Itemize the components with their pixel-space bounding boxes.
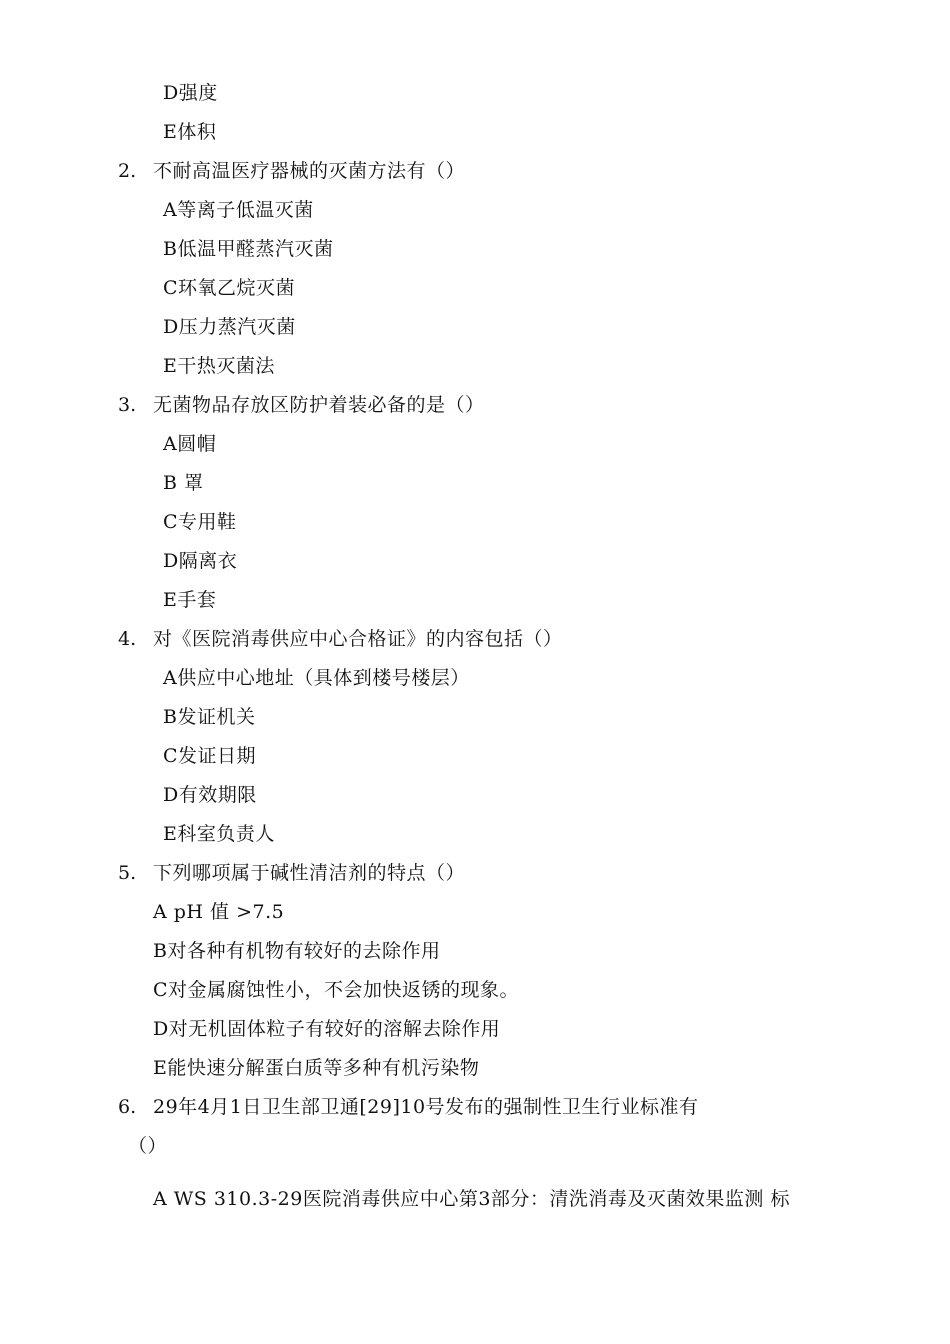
option-c-q5: C对金属腐蚀性小，不会加快返锈的现象。 — [153, 979, 520, 1001]
question-6-blank: （） — [128, 1135, 168, 1157]
option-a-q3: A圆帽 — [163, 433, 217, 455]
option-d-q4: D有效期限 — [163, 784, 257, 806]
option-b-q5: B对各种有机物有较好的去除作用 — [153, 940, 441, 962]
option-b-q3: B 罩 — [163, 472, 204, 494]
option-a-q5: A pH 值 >7.5 — [153, 901, 285, 923]
question-4-text: 对《医院消毒供应中心合格证》的内容包括（） — [153, 628, 563, 650]
question-2-text: 不耐高温医疗器械的灭菌方法有（） — [153, 160, 466, 182]
option-c-q4: C发证日期 — [163, 745, 257, 767]
question-6-number: 6. — [118, 1096, 137, 1118]
question-2-number: 2. — [118, 160, 137, 182]
option-b-q4: B发证机关 — [163, 706, 256, 728]
option-e-q5: E能快速分解蛋白质等多种有机污染物 — [153, 1057, 480, 1079]
option-a-q2: A等离子低温灭菌 — [163, 199, 314, 221]
option-d-q1: D强度 — [163, 82, 218, 104]
option-d-q2: D压力蒸汽灭菌 — [163, 316, 296, 338]
question-4-number: 4. — [118, 628, 137, 650]
question-6-text: 29年4月1日卫生部卫通[29]10号发布的强制性卫生行业标准有 — [153, 1096, 699, 1118]
option-e-q4: E科室负责人 — [163, 823, 275, 845]
option-a-q4: A供应中心地址（具体到楼号楼层） — [163, 667, 470, 689]
option-d-q5: D对无机固体粒子有较好的溶解去除作用 — [153, 1018, 501, 1040]
option-e-q3: E手套 — [163, 589, 217, 611]
question-5-number: 5. — [118, 862, 137, 884]
option-c-q2: C环氧乙烷灭菌 — [163, 277, 296, 299]
option-e-q1: E体积 — [163, 121, 217, 143]
question-3-number: 3. — [118, 394, 137, 416]
option-a-q6: A WS 310.3-29医院消毒供应中心第3部分：清洗消毒及灭菌效果监测 标 — [153, 1188, 790, 1210]
option-e-q2: E干热灭菌法 — [163, 355, 275, 377]
option-b-q2: B低温甲醛蒸汽灭菌 — [163, 238, 334, 260]
question-5-text: 下列哪项属于碱性清洁剂的特点（） — [153, 862, 466, 884]
question-3-text: 无菌物品存放区防护着装必备的是（） — [153, 394, 485, 416]
option-d-q3: D隔离衣 — [163, 550, 238, 572]
option-c-q3: C专用鞋 — [163, 511, 237, 533]
